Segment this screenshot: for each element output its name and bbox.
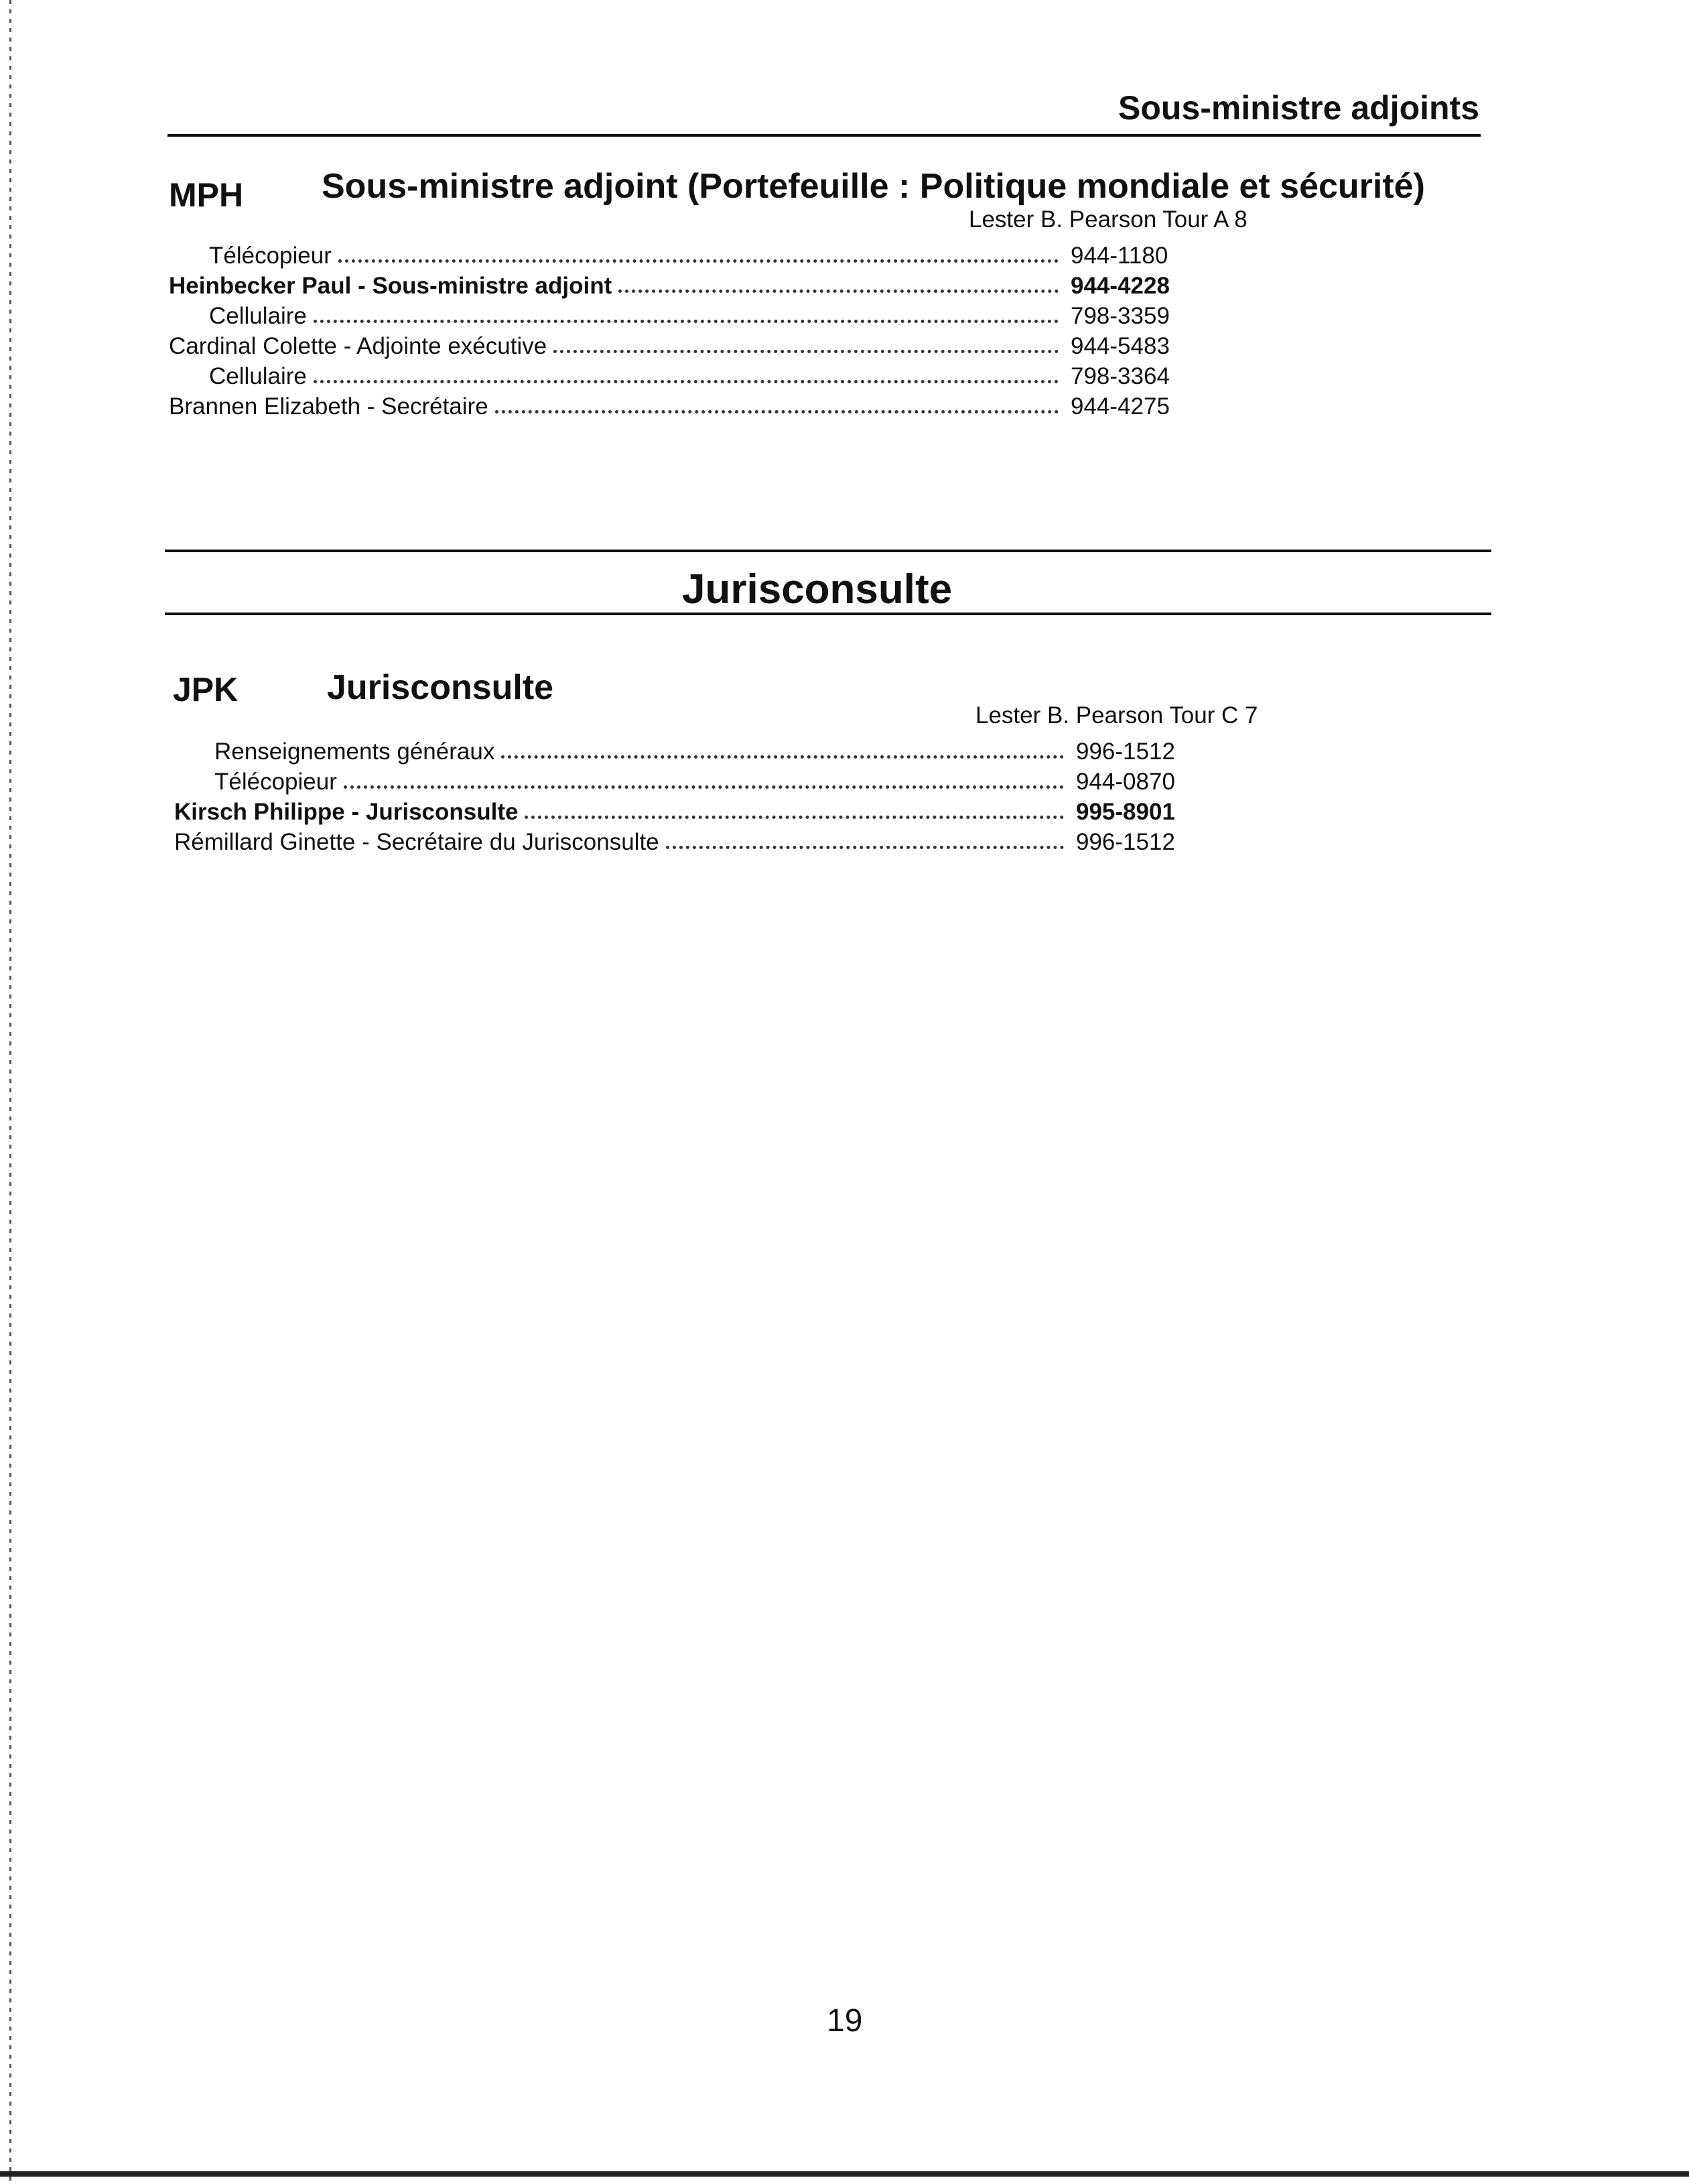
dot-leader [495, 410, 1059, 413]
directory-entry [169, 303, 1068, 330]
dot-leader [666, 846, 1064, 849]
dot-leader [338, 259, 1059, 263]
directory-entry [174, 769, 1073, 795]
entry-label: Heinbecker Paul - Sous-ministre adjoint [169, 273, 612, 299]
entry-label: Télécopieur [214, 769, 337, 795]
entry-label: Renseignements généraux [214, 738, 495, 765]
dot-leader [501, 755, 1064, 759]
entry-phone-number: 798-3359 [1071, 303, 1170, 329]
directory-list-jpk [174, 738, 1219, 873]
directory-entry [169, 333, 1068, 360]
entry-phone-number: 944-4228 [1071, 273, 1170, 299]
section-location-mph: Lester B. Pearson Tour A 8 [969, 206, 1247, 233]
banner-rule-top [165, 550, 1491, 552]
dot-leader [314, 380, 1059, 383]
entry-phone-number: 944-5483 [1071, 333, 1170, 359]
entry-label: Cellulaire [209, 363, 307, 389]
section-code-mph: MPH [169, 176, 244, 214]
entry-phone-number: 798-3364 [1071, 363, 1170, 389]
header-rule [167, 134, 1481, 137]
section-title-jpk: Jurisconsulte [327, 668, 554, 707]
entry-phone-number: 944-0870 [1076, 769, 1175, 795]
entry-phone-number: 995-8901 [1076, 799, 1175, 825]
directory-entry [169, 273, 1068, 300]
entry-label: Télécopieur [209, 243, 332, 269]
directory-entry [174, 829, 1073, 856]
entry-label: Cardinal Colette - Adjointe exécutive [169, 333, 547, 359]
section-location-jpk: Lester B. Pearson Tour C 7 [975, 702, 1258, 728]
banner-title: Jurisconsulte [682, 566, 953, 613]
entry-phone-number: 996-1512 [1076, 738, 1175, 765]
directory-entry [174, 738, 1073, 765]
entry-label: Rémillard Ginette - Secrétaire du Jurisconsulte [174, 829, 659, 855]
directory-entry [169, 363, 1068, 390]
banner-rule-bottom [165, 613, 1491, 615]
entry-phone-number: 996-1512 [1076, 829, 1175, 855]
section-code-jpk: JPK [173, 671, 239, 708]
entry-phone-number: 944-4275 [1071, 393, 1170, 420]
directory-entry [174, 799, 1073, 826]
dot-leader [525, 816, 1064, 819]
section-title-mph: Sous-ministre adjoint (Portefeuille : Politique mondiale et sécurité) [322, 167, 1425, 206]
entry-label: Kirsch Philippe - Jurisconsulte [174, 799, 519, 825]
dot-leader [553, 350, 1059, 353]
dot-leader [314, 320, 1059, 323]
dot-leader [344, 785, 1064, 789]
scan-left-edge [9, 0, 11, 2184]
directory-entry [169, 393, 1068, 420]
entry-label: Cellulaire [209, 303, 307, 329]
directory-list-mph [169, 243, 1214, 430]
scan-bottom-edge [0, 2171, 1689, 2177]
entry-phone-number: 944-1180 [1071, 243, 1168, 269]
directory-entry [169, 243, 1068, 269]
entry-label: Brannen Elizabeth - Secrétaire [169, 393, 488, 420]
dot-leader [618, 290, 1059, 293]
page-number: 19 [827, 2003, 863, 2039]
page-header-title: Sous-ministre adjoints [1118, 89, 1479, 127]
